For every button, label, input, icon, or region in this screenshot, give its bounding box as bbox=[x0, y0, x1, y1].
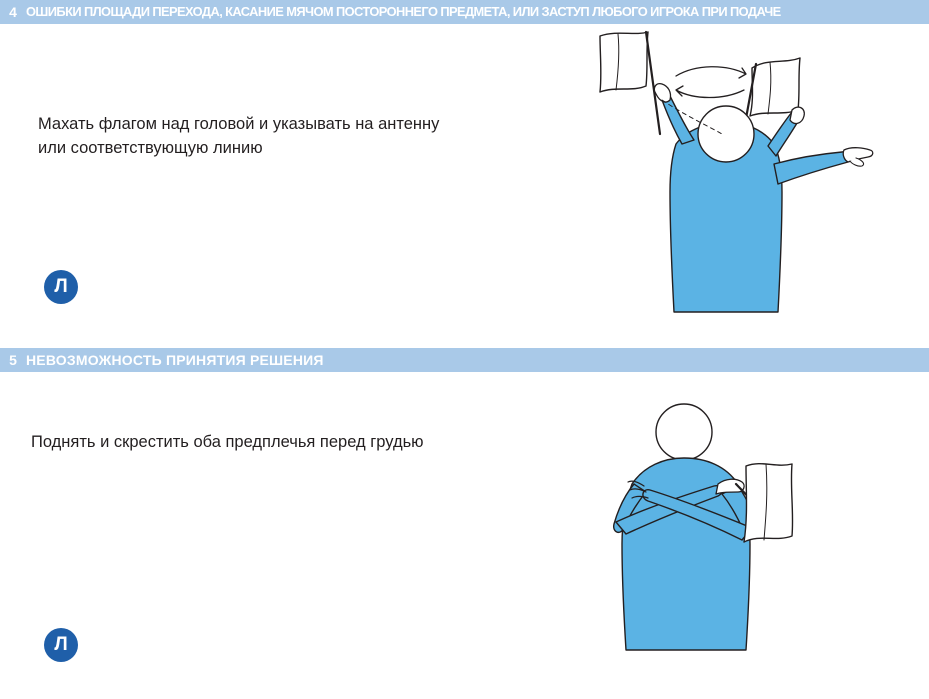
section-4-line-judge-badge: Л bbox=[44, 270, 78, 304]
referee-waving-flag-and-pointing-figure bbox=[556, 24, 896, 329]
section-5-title: НЕВОЗМОЖНОСТЬ ПРИНЯТИЯ РЕШЕНИЯ bbox=[26, 352, 324, 368]
section-5 bbox=[0, 348, 929, 678]
referee-crossed-forearms-figure bbox=[560, 392, 860, 687]
section-4 bbox=[0, 0, 929, 330]
section-5-body bbox=[0, 372, 929, 678]
section-4-body bbox=[0, 24, 929, 330]
section-4-header bbox=[0, 0, 929, 24]
section-4-number: 4 bbox=[9, 4, 17, 20]
section-4-title: ОШИБКИ ПЛОЩАДИ ПЕРЕХОДА, КАСАНИЕ МЯЧОМ ПОСТОРОННЕГО ПРЕДМЕТА, ИЛИ ЗАСТУП ЛЮБОГО ИГРОКА ПРИ ПОДАЧЕ bbox=[26, 4, 781, 19]
section-5-instruction: Поднять и скрестить оба предплечья перед грудью bbox=[31, 433, 424, 451]
section-4-instruction: Махать флагом над головой и указывать на антенну или соответствующую линию bbox=[38, 115, 440, 157]
section-5-header bbox=[0, 348, 929, 372]
section-5-line-judge-badge: Л bbox=[44, 628, 78, 662]
section-5-number: 5 bbox=[9, 352, 17, 368]
